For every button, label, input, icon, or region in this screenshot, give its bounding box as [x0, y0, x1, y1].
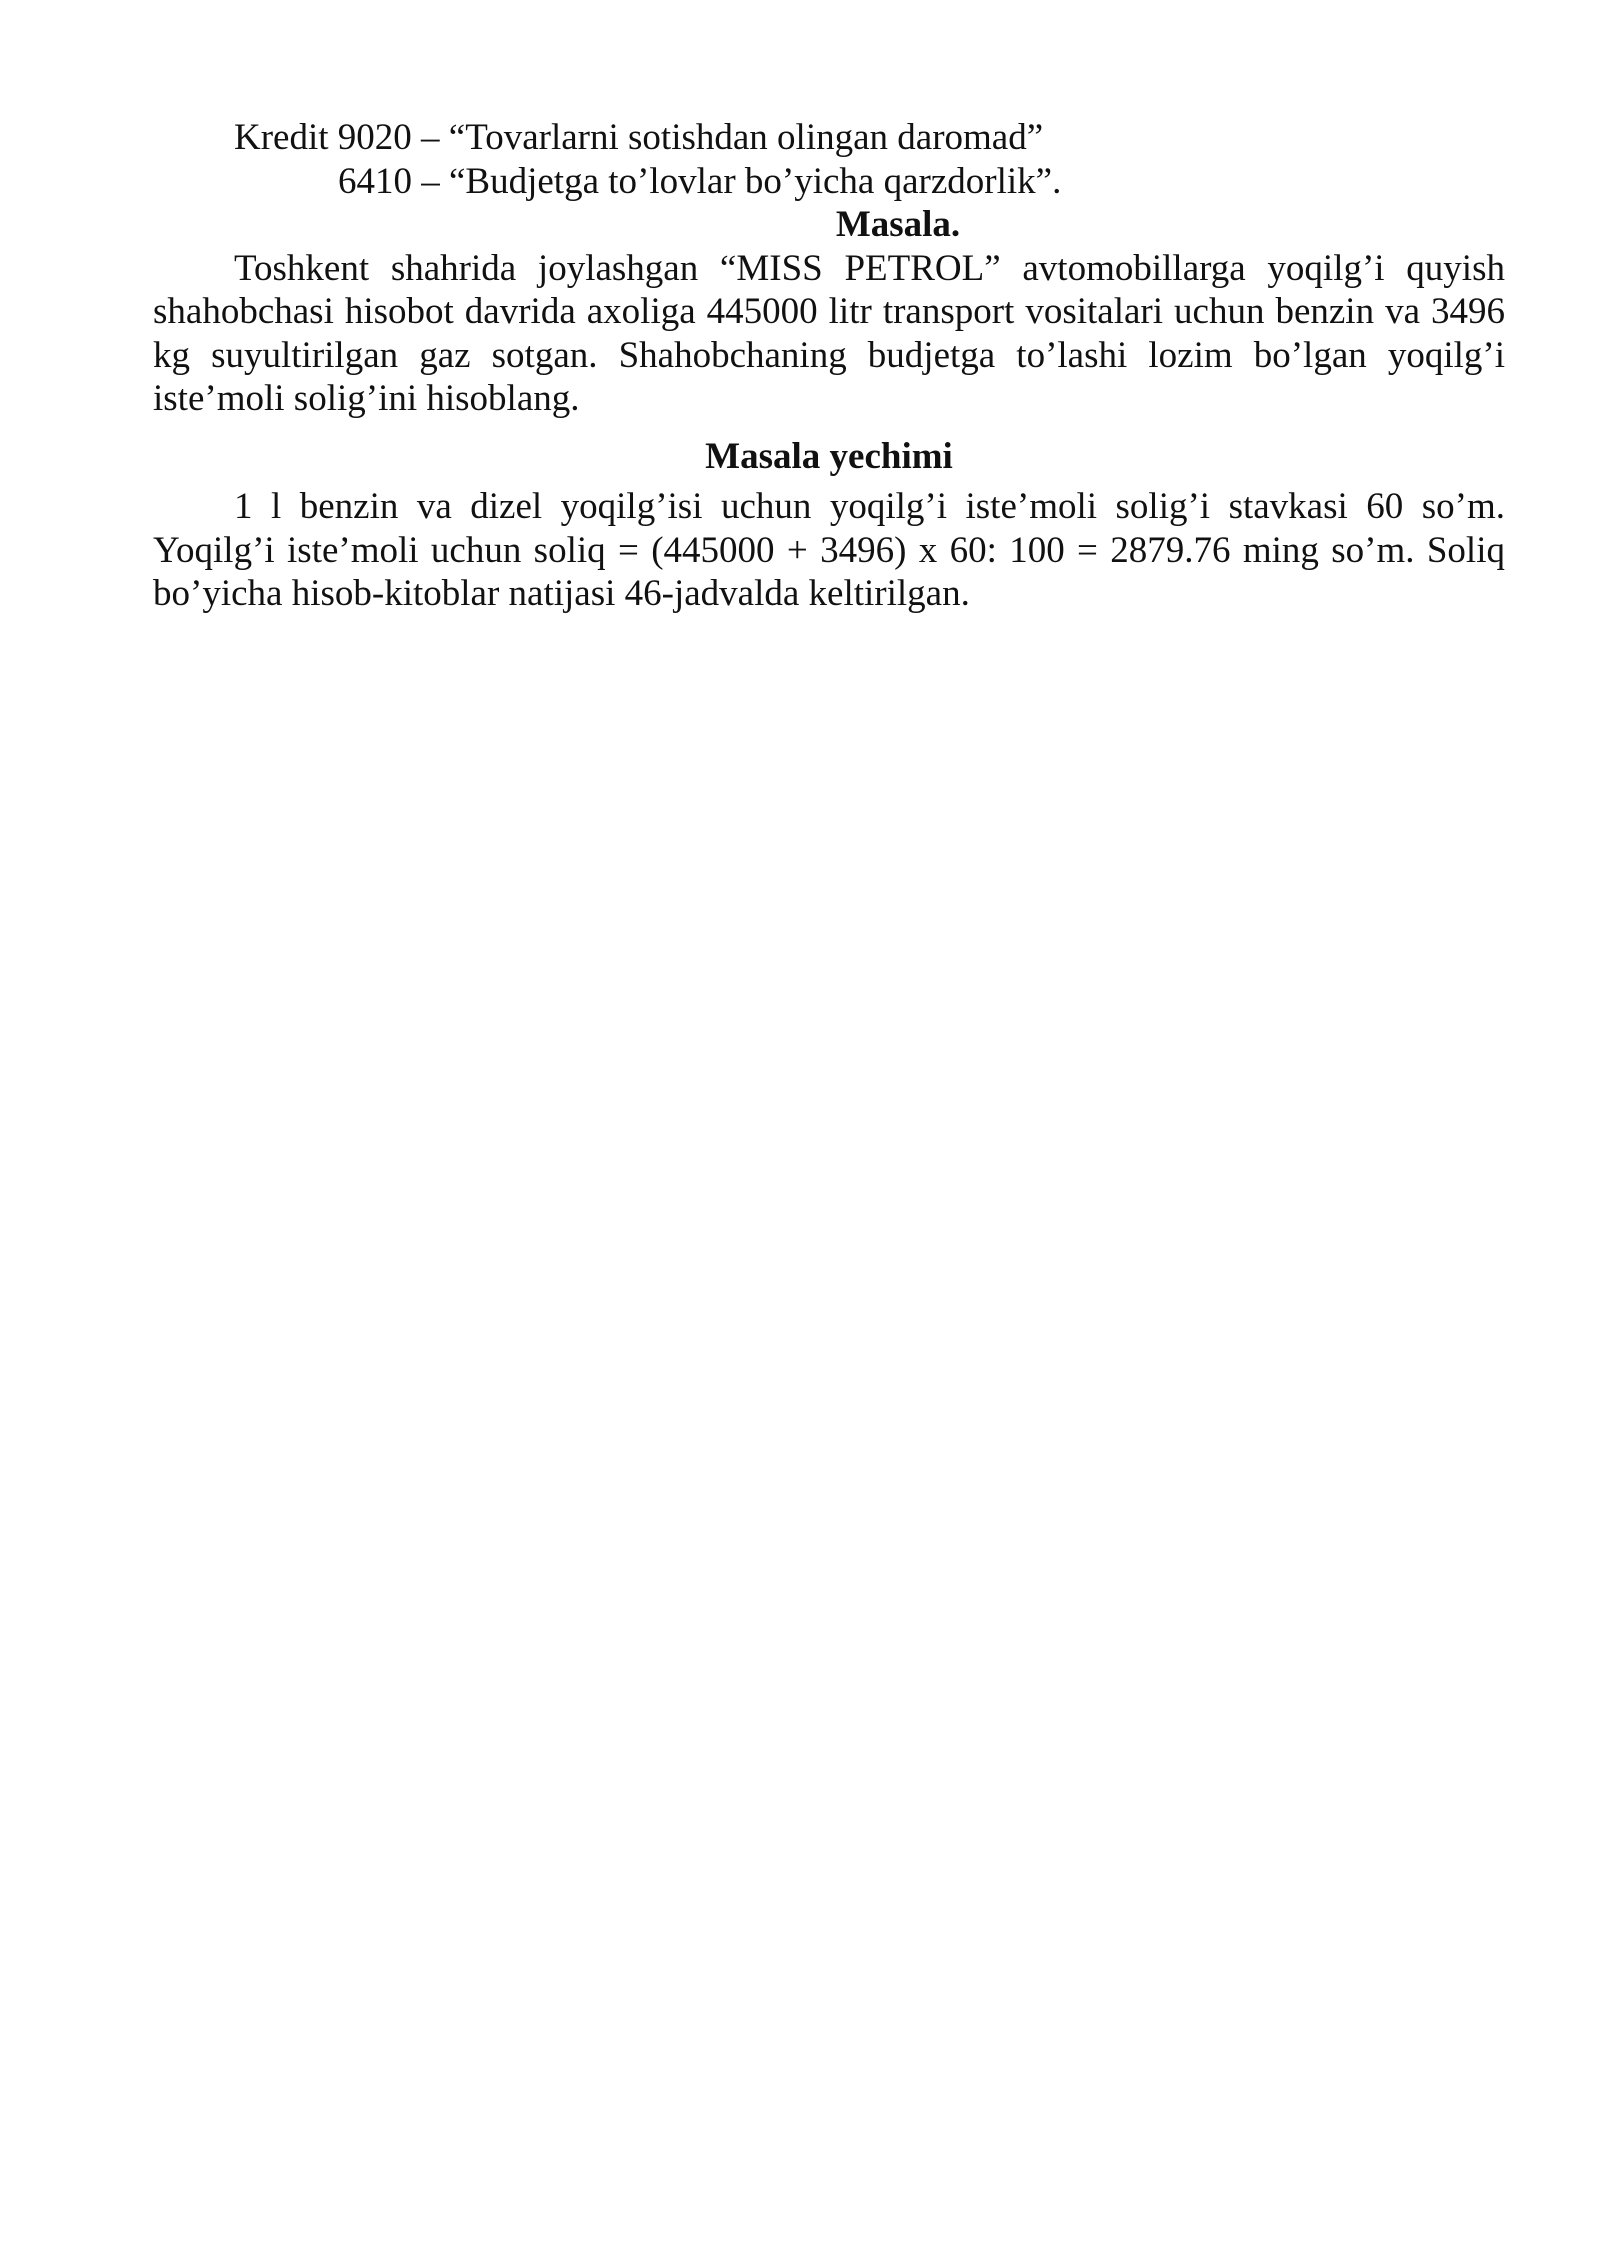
problem-paragraph: Toshkent shahrida joylashgan “MISS PETROL” avtomobillarga yoqilg’i quyish shahobchasi hisobot davrida axoliga 445000 litr transport vositalari uchun benzin va 3496 kg suyultirilgan gaz sotgan. Shahobchaning budjetga to’lashi lozim bo’lgan yoqilg’i iste’moli solig’ini hisoblang. [153, 247, 1505, 419]
problem-heading: Masala. [835, 204, 961, 245]
solution-heading: Masala yechimi [705, 435, 953, 477]
solution-paragraph: 1 l benzin va dizel yoqilg’isi uchun yoqilg’i iste’moli solig’i stavkasi 60 so’m. Yoqilg’i iste’moli uchun soliq = (445000 + 3496) x 60: 100 = 2879.76 ming so’m. Soliq bo’yicha hisob-kitoblar natijasi 46-jadvalda keltirilgan. [153, 486, 1505, 614]
document-page [153, 116, 1505, 616]
debt-account-line: 6410 – “Budjetga to’lovlar bo’yicha qarzdorlik”. [338, 160, 1062, 202]
kredit-line: Kredit 9020 – “Tovarlarni sotishdan olingan daromad” [234, 117, 1044, 158]
